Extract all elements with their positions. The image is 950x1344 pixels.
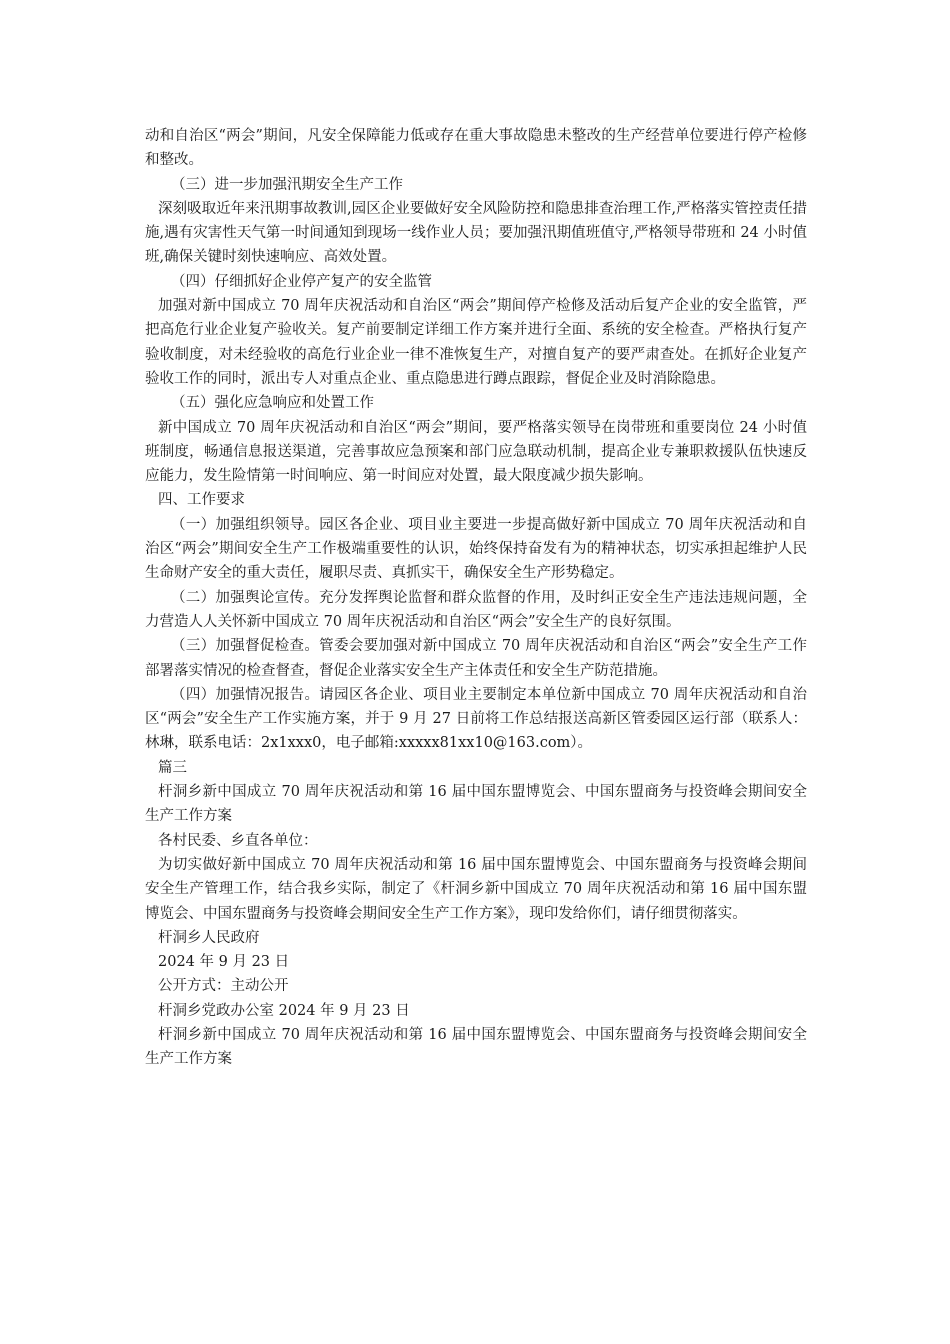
issuer: 杆洞乡人民政府 (158, 929, 260, 946)
paragraph-1: 动和自治区“两会”期间，凡安全保障能力低或存在重大事故隐患未整改的生产经营单位要进行停产检修和整改。 (145, 128, 807, 169)
requirement-3: （三）加强督促检查。管委会要加强对新中国成立 70 周年庆祝活动和自治区“两会”安全生产工作部署落实情况的检查督查，督促企业落实安全生产主体责任和安全生产防范措施。 (145, 638, 807, 679)
requirement-1: （一）加强组织领导。园区各企业、项目业主要进一步提高做好新中国成立 70 周年庆祝活动和自治区“两会”期间安全生产工作极端重要性的认识，始终保持奋发有为的精神状态，切实承担起维护人民生命财产安全的重大责任，履职尽责、真抓实干，确保安全生产形势稳定。 (145, 516, 807, 582)
notice-body: 为切实做好新中国成立 70 周年庆祝活动和第 16 届中国东盟博览会、中国东盟商务与投资峰会期间安全生产管理工作，结合我乡实际，制定了《杆洞乡新中国成立 70 周年庆祝活动和第 16 届中国东盟博览会、中国东盟商务与投资峰会期间安全生产工作方案》，现印发给你们，请仔细贯彻落实。 (145, 856, 807, 922)
paragraph-4: 新中国成立 70 周年庆祝活动和自治区“两会”期间，要严格落实领导在岗带班和重要岗位 24 小时值班制度，畅通信息报送渠道，完善事故应急预案和部门应急联动机制，提高企业专兼职救援队伍快速反应能力，发生险情第一时间响应、第一时间应对处置，最大限度减少损失影响。 (145, 419, 807, 485)
paragraph-3: 加强对新中国成立 70 周年庆祝活动和自治区“两会”期间停产检修及活动后复产企业的安全监管，严把高危行业企业复产验收关。复产前要制定详细工作方案并进行全面、系统的安全检查。严格执行复产验收制度，对未经验收的高危行业企业一律不准恢复生产，对擅自复产的要严肃查处。在抓好企业复产验收工作的同时，派出专人对重点企业、重点隐患进行蹲点跟踪，督促企业及时消除隐患。 (145, 298, 807, 387)
requirement-4: （四）加强情况报告。请园区各企业、项目业主要制定本单位新中国成立 70 周年庆祝活动和自治区“两会”安全生产工作实施方案，并于 9 月 27 日前将工作总结报送高新区管委园区运行部（联系人：林琳，联系电话：2x1xxx0，电子邮箱:xxxxx81xx10@163.com）。 (145, 686, 807, 752)
paragraph-2: 深刻吸取近年来汛期事故教训,园区企业要做好安全风险防控和隐患排查治理工作,严格落实管控责任措施,遇有灾害性天气第一时间通知到现场一线作业人员；要加强汛期值班值守,严格领导带班和 24 小时值班,确保关键时刻快速响应、高效处置。 (145, 200, 807, 266)
plan-title-repeat: 杆洞乡新中国成立 70 周年庆祝活动和第 16 届中国东盟博览会、中国东盟商务与投资峰会期间安全生产工作方案 (145, 1026, 807, 1068)
section-heading-5: （五）强化应急响应和处置工作 (171, 395, 374, 412)
salutation: 各村民委、乡直各单位： (158, 832, 318, 849)
part-heading: 篇三 (158, 759, 187, 776)
document-body (145, 124, 807, 1072)
requirement-2: （二）加强舆论宣传。充分发挥舆论监督和群众监督的作用，及时纠正安全生产违法违规问题，全力营造人人关怀新中国成立 70 周年庆祝活动和自治区“两会”安全生产的良好氛围。 (145, 589, 807, 630)
office-date-line: 杆洞乡党政办公室 2024 年 9 月 23 日 (158, 1002, 410, 1019)
chapter-heading-work-requirements: 四、工作要求 (158, 492, 245, 509)
section-heading-4: （四）仔细抓好企业停产复产的安全监管 (171, 273, 432, 290)
section-heading-3: （三）进一步加强汛期安全生产工作 (171, 176, 403, 193)
plan-title: 杆洞乡新中国成立 70 周年庆祝活动和第 16 届中国东盟博览会、中国东盟商务与投资峰会期间安全生产工作方案 (145, 784, 807, 825)
issue-date: 2024 年 9 月 23 日 (158, 954, 290, 971)
disclosure-method: 公开方式：主动公开 (158, 978, 289, 995)
